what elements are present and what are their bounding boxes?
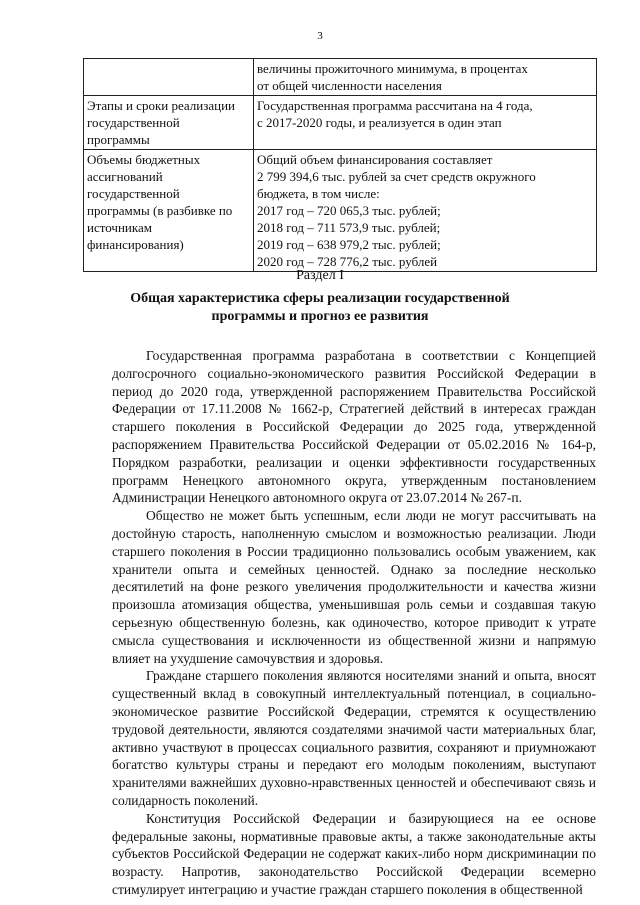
value-line: бюджета, в том числе: [257,186,380,201]
label-line: источникам [87,220,152,235]
table-row [84,59,597,96]
section-title [0,290,640,326]
program-passport-table [83,58,597,272]
label-line: программы (в разбивке по [87,203,233,218]
body-text [112,347,596,899]
section-title-line: Общая характеристика сферы реализации государственной [130,291,510,306]
paragraph: Государственная программа разработана в соответствии с Концепцией долгосрочного социально-экономического развития Российской Федерации в период до 2020 года, утвержденной распоряжением Правительства Российской Федерации от 17.11.2008 № 1662-р, Стратегией действий в интересах граждан старшего поколения в Российской Федерации до 2025 года, утвержденной распоряжением Правительства Российской Федерации от 05.02.2016 № 164-р, Порядком разработки, реализации и оценки эффективности государственных программ Ненецкого автономного округа, утвержденным постановлением Администрации Ненецкого автономного округа от 23.07.2014 № 267-п. [112,348,596,506]
label-line: программы [87,132,150,147]
section-title-line: программы и прогноз ее развития [211,309,429,324]
page-number: 3 [317,30,323,42]
value-line: 2019 год – 638 979,2 тыс. рублей; [257,237,441,252]
row-label-cell [84,96,254,150]
section-label: Раздел I [296,268,344,283]
label-line: Этапы и сроки реализации [87,98,235,113]
label-line: ассигнований [87,169,163,184]
row-label-cell [84,150,254,272]
paragraph: Общество не может быть успешным, если люди не могут рассчитывать на достойную старость, наполненную смыслом и возможностью реализации. Люди старшего поколения в России традиционно пользовались особым уважением, как хранители опыта и семейных ценностей. Однако за последние несколько десятилетий на фоне резкого увеличения продолжительности и качества жизни произошла атомизация общества, уменьшившая роль семьи и создавшая такую серьезную общественную болезнь, как одиночество, которое приводит к утрате смысла существования и исключенности из общественной жизни и напрямую влияет на ухудшение самочувствия и здоровья. [112,508,596,666]
value-line: Общий объем финансирования составляет [257,152,493,167]
table-row [84,150,597,272]
paragraph: Конституция Российской Федерации и базирующиеся на ее основе федеральные законы, нормативные правовые акты, а также законодательные акты субъектов Российской Федерации не содержат каких-либо норм дискриминации по возрасту. Напротив, законодательство Российской Федерации всемерно стимулирует интеграцию и участие граждан старшего поколения в общественной [112,810,596,897]
label-line: государственной [87,186,180,201]
table-row [84,96,597,150]
paragraph: Граждане старшего поколения являются носителями знаний и опыта, вносят существенный вклад в совокупный интеллектуальный потенциал, в социально-экономическое развитие Российской Федерации, стремятся к осуществлению трудовой деятельности, являются создателями значимой части материальных благ, активно участвуют в процессах социального развития, сохраняют и приумножают богатство культуры страны и передают его молодым поколениям, выступают хранителями важнейших духовно-нравственных ценностей и обеспечивают связь и солидарность поколений. [112,668,596,808]
label-line: финансирования) [87,237,184,252]
label-line: Объемы бюджетных [87,152,201,167]
label-line: государственной [87,115,180,130]
row-value-cell [254,150,597,272]
value-line: от общей численности населения [257,78,442,93]
value-line: 2018 год – 711 573,9 тыс. рублей; [257,220,441,235]
row-value-cell [254,96,597,150]
value-line: 2 799 394,6 тыс. рублей за счет средств окружного [257,169,536,184]
value-line: 2020 год – 728 776,2 тыс. рублей [257,254,438,269]
value-line: 2017 год – 720 065,3 тыс. рублей; [257,203,441,218]
value-line: Государственная программа рассчитана на 4 года, [257,98,533,113]
row-value-cell [254,59,597,96]
value-line: с 2017-2020 годы, и реализуется в один этап [257,115,502,130]
value-line: величины прожиточного минимума, в процентах [257,61,528,76]
row-label-cell [84,59,254,96]
